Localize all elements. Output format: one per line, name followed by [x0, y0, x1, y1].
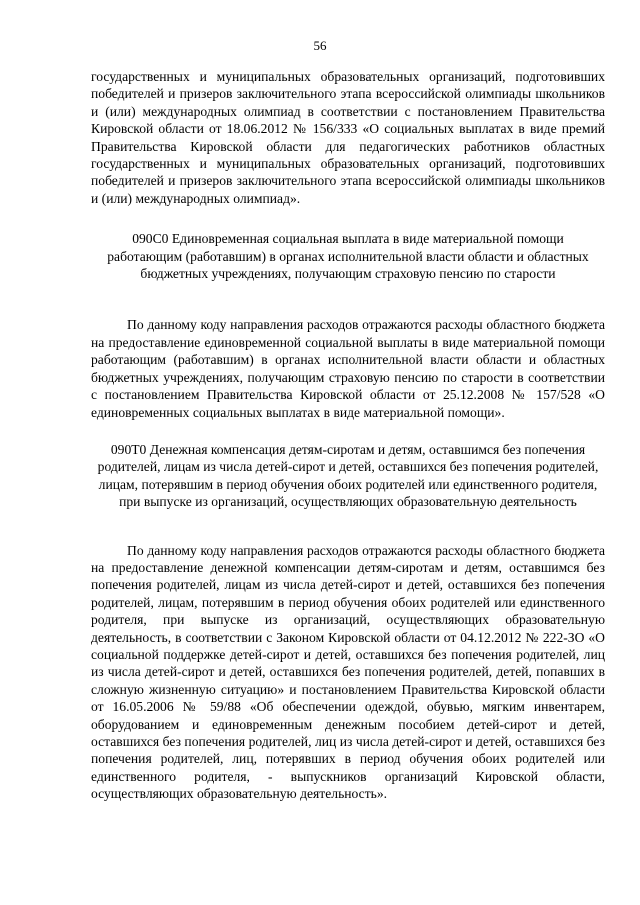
spacer — [91, 421, 605, 441]
spacer — [91, 207, 605, 230]
page-number: 56 — [313, 38, 327, 53]
spacer — [91, 511, 605, 542]
paragraph-090t0: По данному коду направления расходов отражаются расходы областного бюджета на предоставление денежной компенсации детям-сиротам и детям, оставшимся без попечения родителей, лицам из числа детей-сирот и детей, оставшихся без попечения родителей, лицам, потерявшим в период обучения обоих родителей или единственного родителя, при выпуске из организаций, осуществляющих образовательную деятельность, в соответствии с Законом Кировской области от 04.12.2012 № 222-ЗО «О социальной поддержке детей-сирот и детей, оставшихся без попечения родителей, лиц из числа детей-сирот и детей, оставшихся без попечения родителей, детей, попавших в сложную жизненную ситуацию» и постановлением Правительства Кировской области от 16.05.2006 № 59/88 «Об обеспечении одеждой, обувью, мягким инвентарем, оборудованием и единовременным денежным пособием детей-сирот и детей, оставшихся без попечения родителей, лиц из числа детей-сирот и детей, оставшихся без попечения родителей, лиц, потерявших в период обучения обоих родителей или единственного родителя, - выпускников организаций Кировской области, осуществляющих образовательную деятельность». — [91, 542, 605, 802]
paragraph-continuation: государственных и муниципальных образовательных организаций, подготовивших победителей и призеров заключительного этапа всероссийской олимпиады школьников и (или) международных олимпиад в соответствии с постановлением Правительства Кировской области от 18.06.2012 № 156/333 «О социальных выплатах в виде премий Правительства Кировской области для педагогических работников областных государственных и муниципальных образовательных организаций, подготовивших победителей и призеров заключительного этапа всероссийской олимпиады школьников и (или) международных олимпиад». — [91, 69, 605, 206]
document-body — [91, 68, 605, 803]
section-heading-090c0: 090С0 Единовременная социальная выплата в виде материальной помощи работающим (работавшим) в органах исполнительной власти области и областных бюджетных учреждениях, получающим страховую пенсию по старости — [107, 231, 589, 282]
section-heading-090t0: 090Т0 Денежная компенсация детям-сиротам и детям, оставшимся без попечения родителей, лицам из числа детей-сирот и детей, оставшихся без попечения родителей, лицам, потерявшим в период обучения обоих родителей или единственного родителя, при выпуске из организаций, осуществляющих образовательную деятельность — [97, 441, 599, 510]
paragraph-090c0: По данному коду направления расходов отражаются расходы областного бюджета на предоставление единовременной социальной выплаты в виде материальной помощи работающим (работавшим) в органах исполнительной власти области и областных бюджетных учреждениях, получающим страховую пенсию по старости в соответствии с постановлением Правительства Кировской области от 25.12.2008 № 157/528 «О единовременных социальных выплатах в виде материальной помощи». — [91, 317, 605, 420]
spacer — [91, 282, 605, 316]
